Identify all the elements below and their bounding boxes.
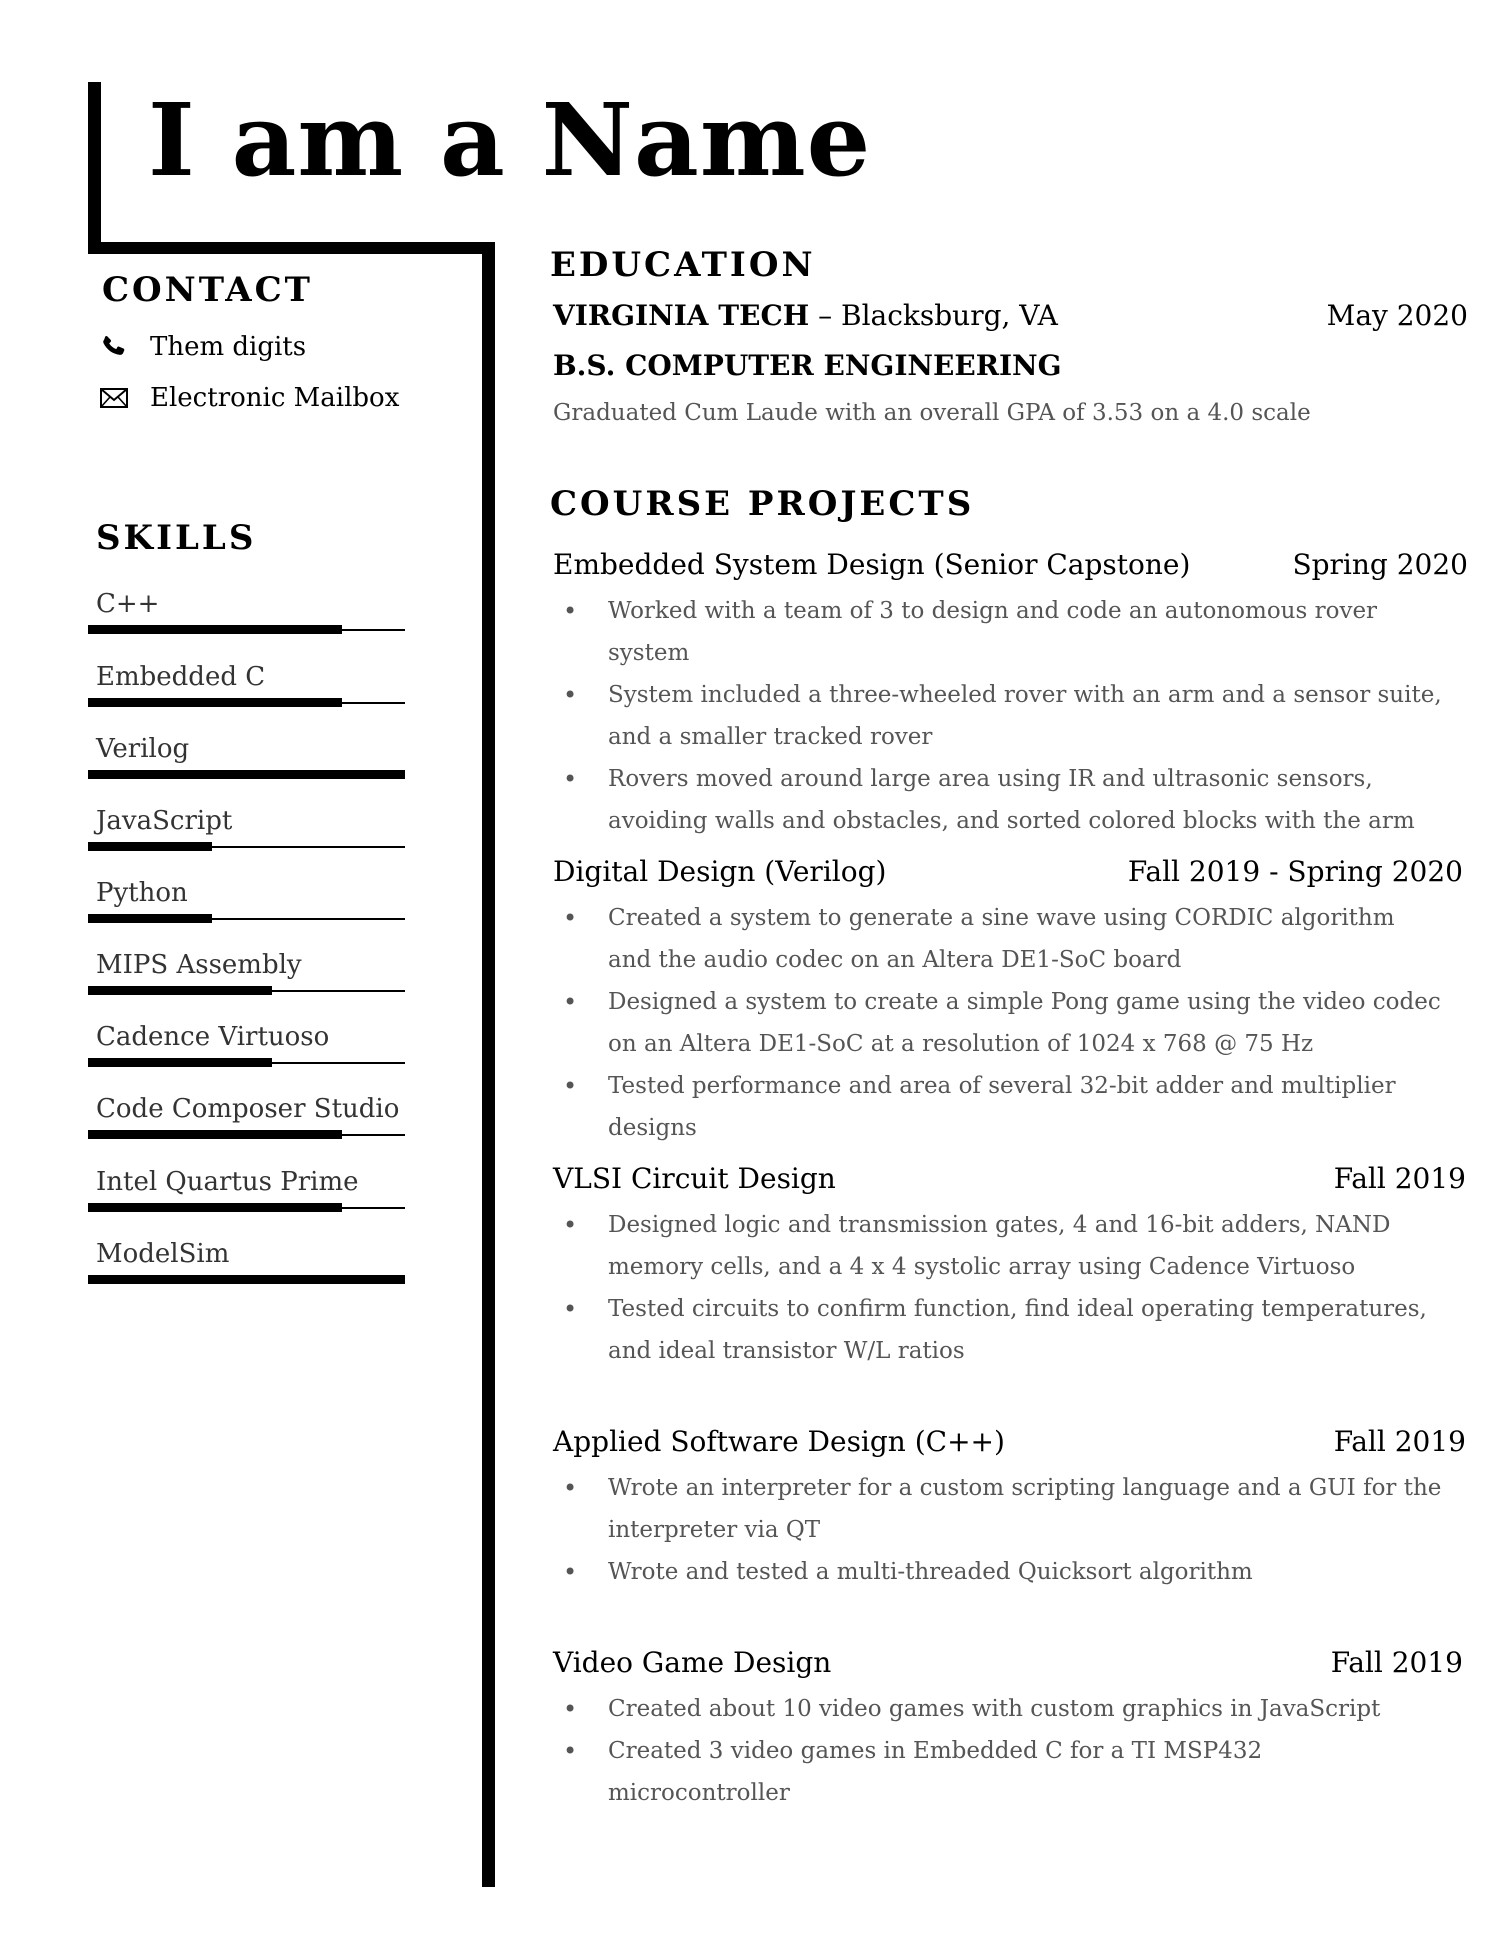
skill-label: Verilog xyxy=(96,734,190,764)
frame-line-left xyxy=(88,82,101,245)
project-bullet: • System included a three-wheeled rover with an arm and a sensor suite, and a smaller tracked rover xyxy=(553,674,1443,758)
skill-bar-fill xyxy=(88,1058,272,1067)
education-heading: EDUCATION xyxy=(550,245,816,285)
project-bullet: • Wrote an interpreter for a custom scripting language and a GUI for the interpreter via QT xyxy=(553,1467,1443,1551)
skill-label: Code Composer Studio xyxy=(96,1094,400,1124)
project-bullet: • Created 3 video games in Embedded C for a TI MSP432 microcontroller xyxy=(553,1730,1443,1814)
contact-email xyxy=(98,383,399,413)
project-title: Video Game Design xyxy=(553,1646,832,1679)
project-title: Applied Software Design (C++) xyxy=(553,1425,1005,1458)
skill-bar-fill xyxy=(88,1203,342,1212)
skill-bar-fill xyxy=(88,986,272,995)
contact-phone-text: Them digits xyxy=(150,332,307,362)
project-bullet: • Created about 10 video games with custom graphics in JavaScript xyxy=(553,1688,1443,1730)
education-degree: B.S. COMPUTER ENGINEERING xyxy=(553,349,1062,382)
project-date: Fall 2019 - Spring 2020 xyxy=(1127,855,1463,888)
frame-line-horizontal xyxy=(88,242,495,254)
project-bullet: • Rovers moved around large area using IR and ultrasonic sensors, avoiding walls and obstacles, and sorted colored blocks with the arm xyxy=(553,758,1443,842)
project-bullet: • Worked with a team of 3 to design and code an autonomous rover system xyxy=(553,590,1443,674)
project-date: Spring 2020 xyxy=(1292,548,1468,581)
skill-bar-fill xyxy=(88,1275,405,1284)
project-bullet: • Designed logic and transmission gates, 4 and 16-bit adders, NAND memory cells, and a 4 x 4 systolic array using Cadence Virtuoso xyxy=(553,1204,1443,1288)
project-date: Fall 2019 xyxy=(1330,1646,1463,1679)
project-bullet: • Tested circuits to confirm function, find ideal operating temperatures, and ideal transistor W/L ratios xyxy=(553,1288,1443,1372)
skill-bar-fill xyxy=(88,842,212,851)
project-bullets xyxy=(553,897,1443,1149)
skill-bar-fill xyxy=(88,914,212,923)
skill-label: C++ xyxy=(96,589,160,619)
education-date: May 2020 xyxy=(1326,299,1468,332)
skills-heading: SKILLS xyxy=(96,518,257,558)
skill-label: JavaScript xyxy=(96,806,233,836)
contact-heading: CONTACT xyxy=(102,270,313,310)
project-date: Fall 2019 xyxy=(1333,1425,1466,1458)
frame-line-vertical xyxy=(482,242,495,1887)
page-title: I am a Name xyxy=(148,81,872,199)
school-location: – Blacksburg, VA xyxy=(809,299,1058,332)
skill-bar-fill xyxy=(88,1130,342,1139)
skill-bar-fill xyxy=(88,770,405,779)
project-title: Embedded System Design (Senior Capstone) xyxy=(553,548,1191,581)
project-bullets xyxy=(553,590,1443,842)
project-bullets xyxy=(553,1467,1443,1593)
projects-heading: COURSE PROJECTS xyxy=(550,484,975,524)
skill-label: MIPS Assembly xyxy=(96,950,302,980)
contact-email-text: Electronic Mailbox xyxy=(150,383,400,413)
skill-label: ModelSim xyxy=(96,1239,230,1269)
education-note: Graduated Cum Laude with an overall GPA of 3.53 on a 4.0 scale xyxy=(553,400,1311,426)
education-school xyxy=(553,299,1058,332)
project-bullet: • Created a system to generate a sine wave using CORDIC algorithm and the audio codec on an Altera DE1-SoC board xyxy=(553,897,1443,981)
skill-label: Python xyxy=(96,878,188,908)
project-date: Fall 2019 xyxy=(1333,1162,1466,1195)
project-bullet: • Tested performance and area of several 32-bit adder and multiplier designs xyxy=(553,1065,1443,1149)
skill-bar-fill xyxy=(88,698,342,707)
skill-label: Cadence Virtuoso xyxy=(96,1022,330,1052)
project-bullet: • Wrote and tested a multi-threaded Quicksort algorithm xyxy=(553,1551,1443,1593)
school-name: VIRGINIA TECH xyxy=(553,299,810,332)
skill-label: Embedded C xyxy=(96,662,266,692)
skill-label: Intel Quartus Prime xyxy=(96,1167,359,1197)
project-bullets xyxy=(553,1688,1443,1814)
project-bullets xyxy=(553,1204,1443,1372)
project-title: VLSI Circuit Design xyxy=(553,1162,836,1195)
project-bullet: • Designed a system to create a simple Pong game using the video codec on an Altera DE1-SoC at a resolution of 1024 x 768 @ 75 Hz xyxy=(553,981,1443,1065)
project-title: Digital Design (Verilog) xyxy=(553,855,887,888)
mail-icon xyxy=(98,383,130,413)
phone-icon xyxy=(98,332,130,362)
skill-bar-fill xyxy=(88,625,342,634)
contact-phone xyxy=(98,332,306,362)
